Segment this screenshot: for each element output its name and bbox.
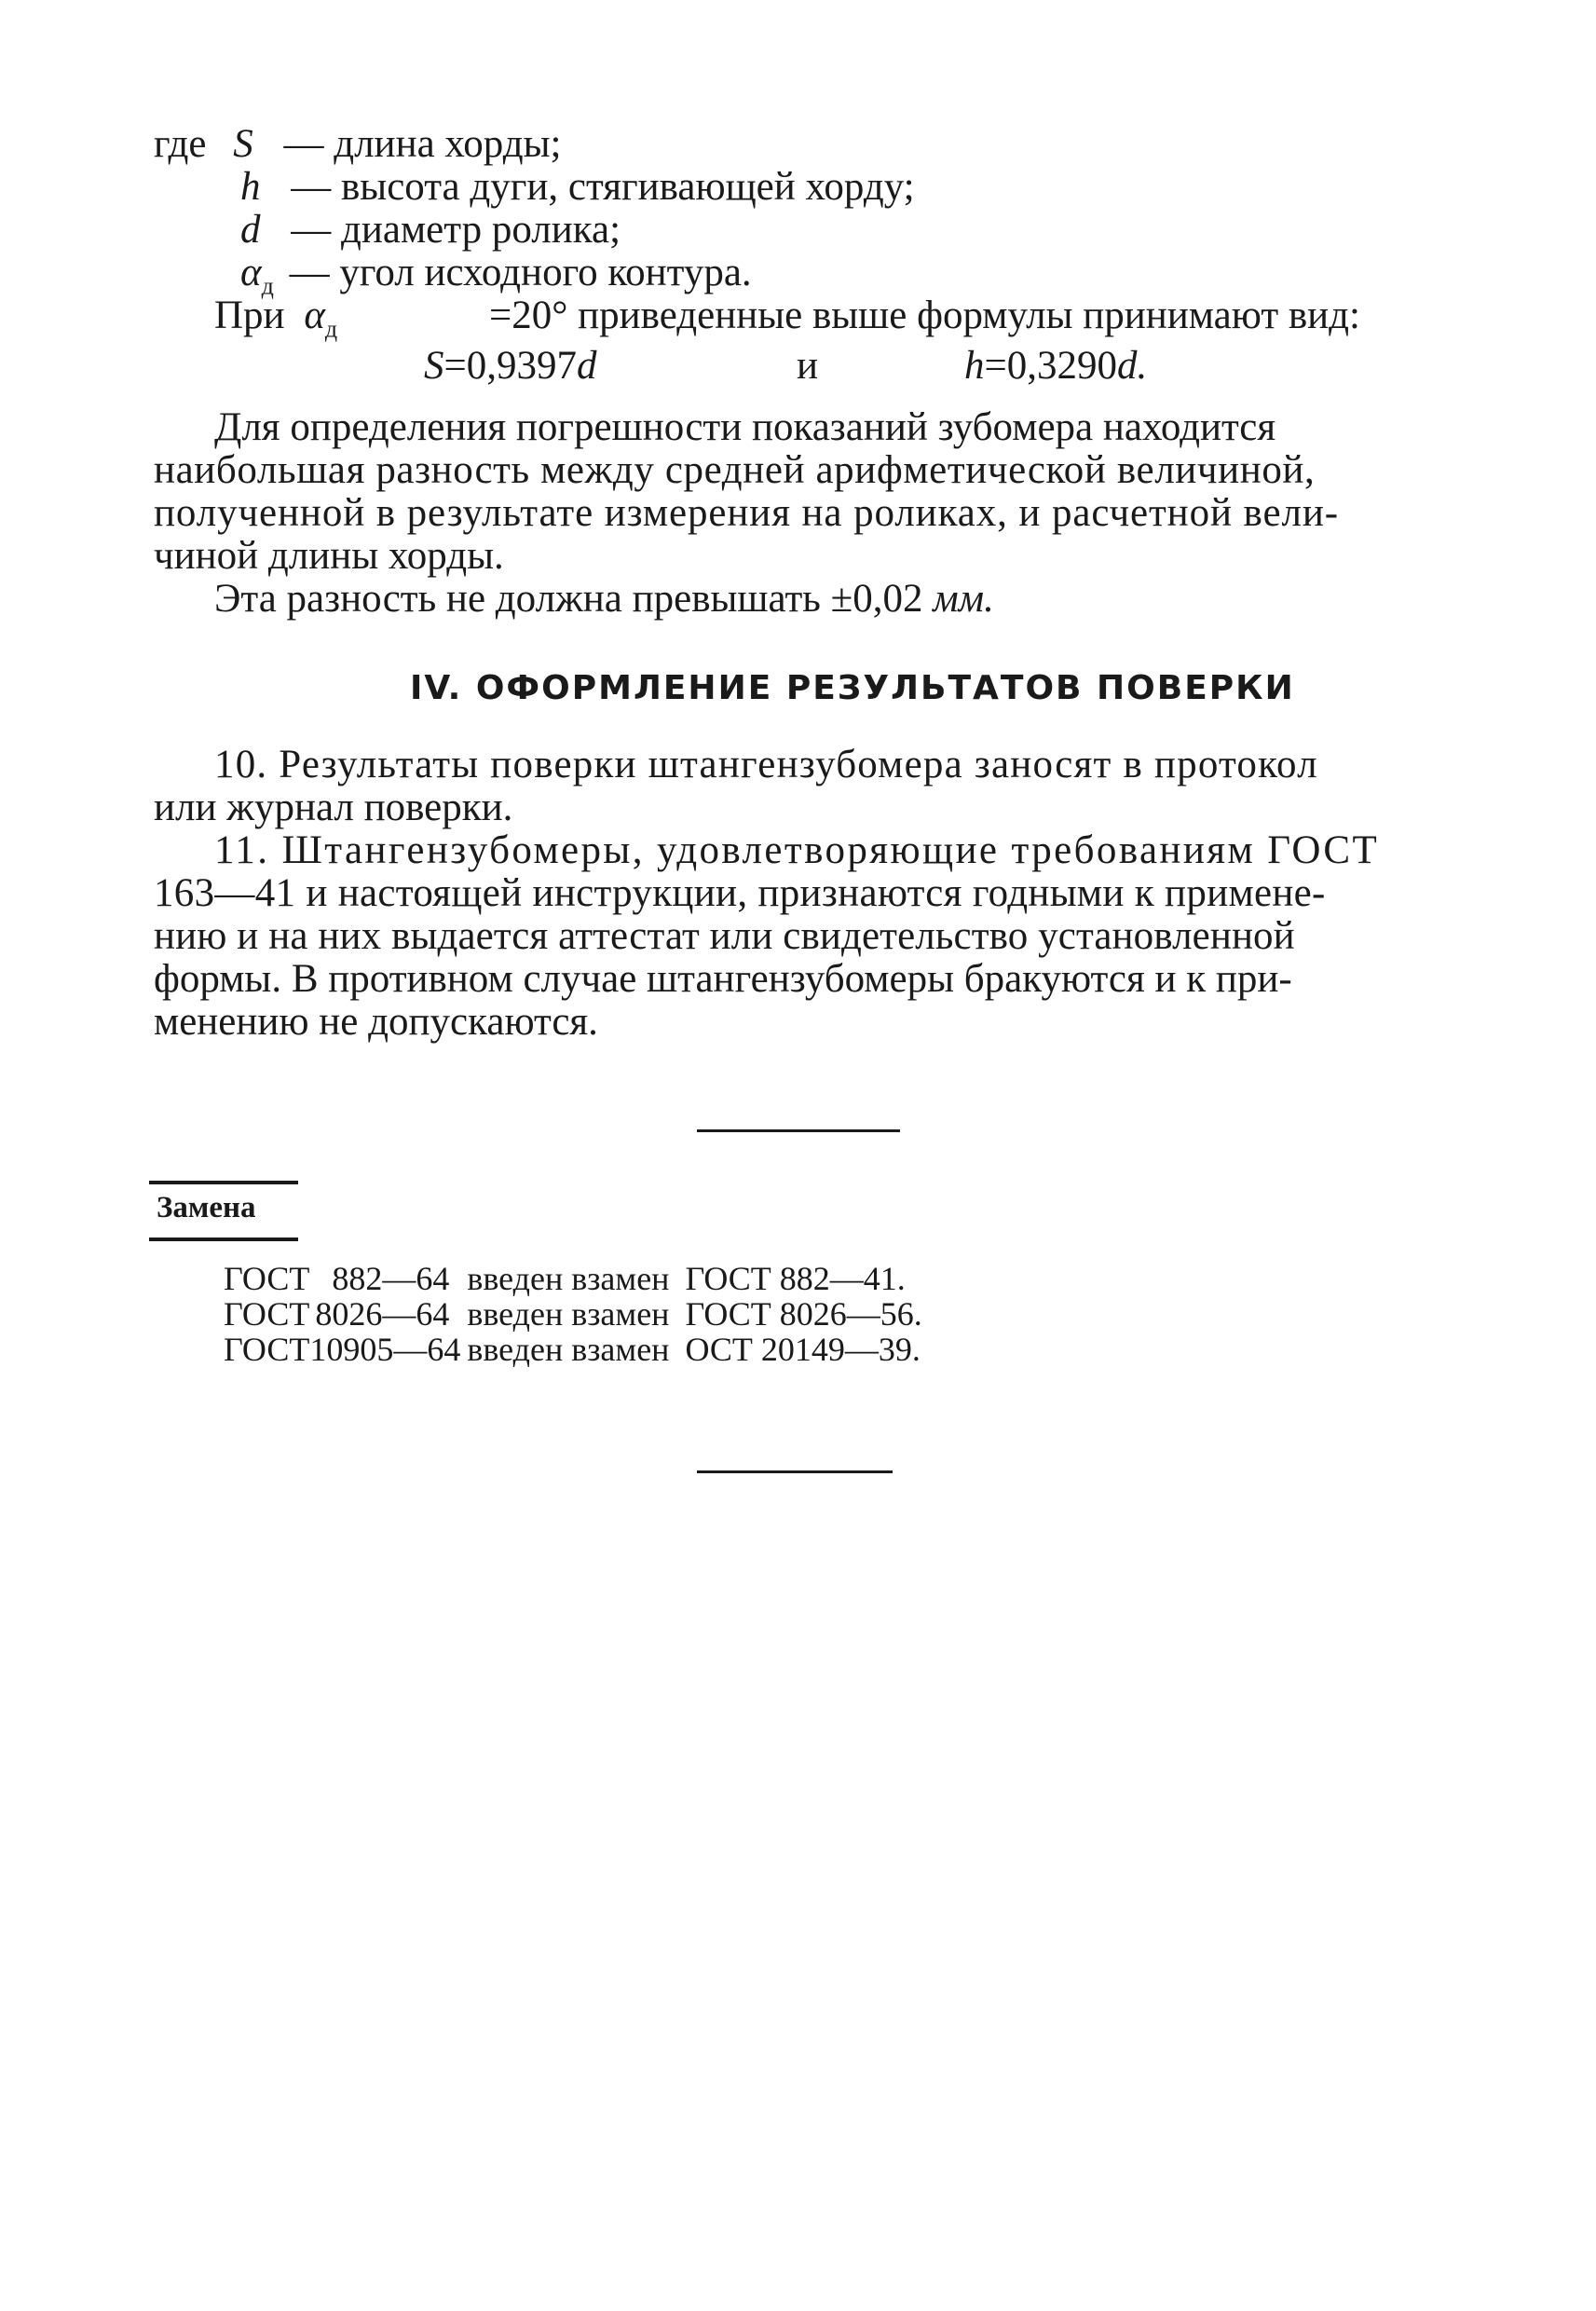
para2: Эта разность не должна превышать ±0,02 мм. bbox=[214, 577, 994, 621]
definition-s-text: — длина хорды; bbox=[283, 122, 562, 166]
formula-conjunction: и bbox=[797, 344, 819, 388]
definition-s bbox=[154, 123, 561, 166]
formula-intro-lead: При $\alpha_д$ bbox=[214, 294, 338, 343]
replacement-row: ГОСТ 8026—64 введен взамен ГОСТ 8026—56. bbox=[224, 1295, 922, 1333]
formula-h: h=0,3290d. bbox=[964, 344, 1148, 388]
intro-alpha-sub: д bbox=[324, 315, 338, 343]
definition-d bbox=[240, 209, 621, 252]
symbol-alpha-sub: д bbox=[261, 272, 274, 300]
item11-line-1: 11. Штангензубомеры, удовлетворяющие требованиям ГОСТ bbox=[214, 828, 1380, 872]
item11-line-2: 163—41 и настоящей инструкции, признаются годными к примене- bbox=[154, 871, 1326, 915]
item11-line-3: нию и на них выдается аттестат или свидетельство установленной bbox=[154, 914, 1295, 958]
symbol-alpha: α bbox=[240, 251, 262, 294]
zamena-rule-top bbox=[149, 1181, 298, 1184]
replacement-row: ГОСТ10905—64 введен взамен ОСТ 20149—39. bbox=[224, 1331, 921, 1368]
formula-intro bbox=[214, 294, 1360, 351]
symbol-s: S bbox=[233, 122, 253, 166]
symbol-h: h bbox=[240, 165, 261, 209]
para1-line-1: Для определения погрешности показаний зубомера находится bbox=[214, 405, 1276, 449]
definition-h bbox=[240, 166, 915, 209]
para1-line-4: чиной длины хорды. bbox=[154, 534, 504, 578]
para2-unit: мм. bbox=[933, 577, 994, 621]
separator-rule-bottom bbox=[697, 1470, 893, 1473]
definition-d-text: — диаметр ролика; bbox=[291, 208, 621, 252]
formula-intro-rest: =20° приведенные выше формулы принимают вид: bbox=[488, 294, 1360, 337]
formula-s: S=0,9397d bbox=[424, 344, 597, 388]
intro-alpha: α bbox=[304, 294, 325, 337]
replacement-row: ГОСТ 882—64 введен взамен ГОСТ 882—41. bbox=[224, 1260, 906, 1297]
item11-line-4: формы. В противном случае штангензубомеры бракуются и к при- bbox=[154, 957, 1292, 1001]
item10-line-2: или журнал поверки. bbox=[154, 786, 513, 829]
zamena-title: Замена bbox=[157, 1191, 256, 1224]
zamena-rule-bottom bbox=[149, 1238, 298, 1241]
symbol-d: d bbox=[240, 208, 261, 252]
para1-line-3: полученной в результате измерения на роликах, и расчетной вели- bbox=[154, 491, 1339, 535]
separator-rule-top bbox=[697, 1129, 900, 1132]
section-title: IV. ОФОРМЛЕНИЕ РЕЗУЛЬТАТОВ ПОВЕРКИ bbox=[410, 669, 1295, 707]
definition-h-text: — высота дуги, стягивающей хорду; bbox=[291, 165, 915, 209]
where-word: где bbox=[154, 122, 207, 166]
definition-alpha-text: — угол исходного контура. bbox=[289, 251, 752, 294]
item10-line-1: 10. Результаты поверки штангензубомера заносят в протокол bbox=[214, 743, 1318, 786]
item11-line-5: менению не допускаются. bbox=[154, 1000, 598, 1044]
para1-line-2: наибольшая разность между средней арифметической величиной, bbox=[154, 448, 1316, 492]
